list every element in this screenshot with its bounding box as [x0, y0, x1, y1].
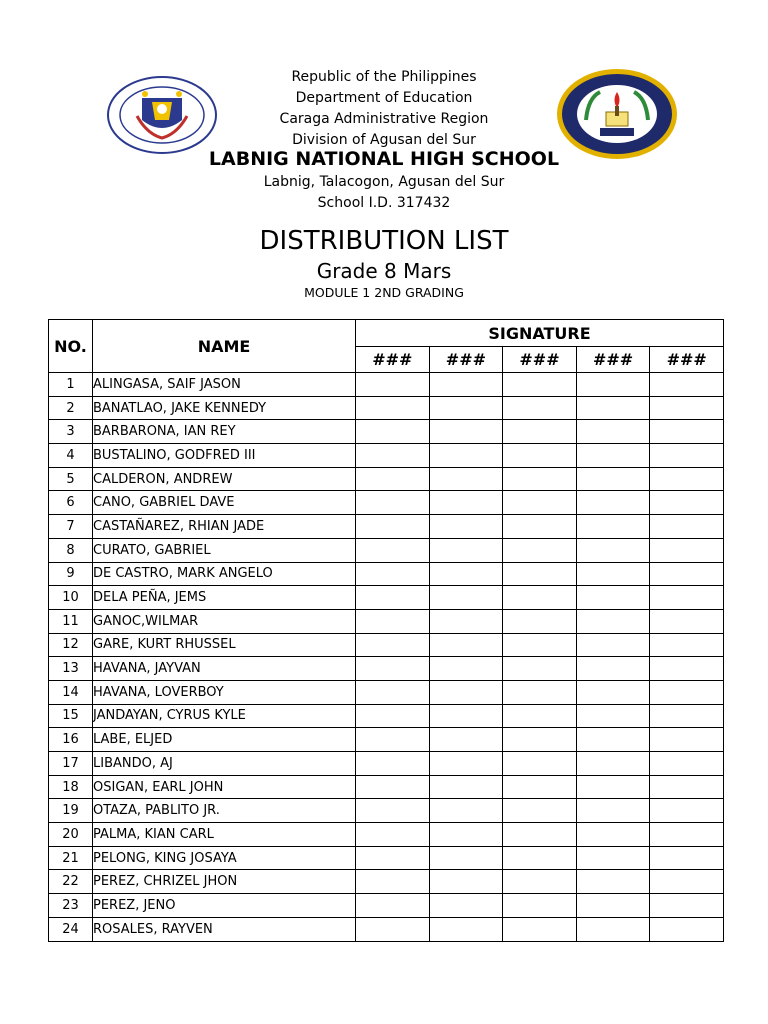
- student-number: 13: [49, 657, 93, 681]
- signature-cell: [576, 562, 650, 586]
- student-name: CASTAÑAREZ, RHIAN JADE: [93, 515, 356, 539]
- signature-cell: [576, 586, 650, 610]
- signature-cell: [356, 420, 430, 444]
- signature-cell: [576, 704, 650, 728]
- signature-cell: [576, 870, 650, 894]
- signature-cell: [650, 444, 724, 468]
- distribution-table: [48, 319, 724, 942]
- signature-cell: [576, 609, 650, 633]
- table-row: [49, 894, 724, 918]
- table-row: [49, 752, 724, 776]
- student-number: 10: [49, 586, 93, 610]
- signature-cell: [503, 870, 577, 894]
- table-row: [49, 657, 724, 681]
- signature-cell: [576, 775, 650, 799]
- student-name: OSIGAN, EARL JOHN: [93, 775, 356, 799]
- signature-cell: [429, 870, 503, 894]
- signature-cell: [503, 467, 577, 491]
- table-row: [49, 823, 724, 847]
- table-row: [49, 444, 724, 468]
- table-row: [49, 775, 724, 799]
- signature-cell: [356, 894, 430, 918]
- signature-cell: [503, 633, 577, 657]
- signature-cell: [356, 657, 430, 681]
- student-number: 12: [49, 633, 93, 657]
- signature-cell: [650, 799, 724, 823]
- signature-cell: [356, 562, 430, 586]
- student-name: CALDERON, ANDREW: [93, 467, 356, 491]
- signature-cell: [429, 752, 503, 776]
- signature-cell: [356, 491, 430, 515]
- signature-cell: [503, 515, 577, 539]
- signature-cell: [650, 680, 724, 704]
- signature-cell: [650, 562, 724, 586]
- signature-cell: [650, 420, 724, 444]
- signature-cell: [356, 680, 430, 704]
- signature-cell: [356, 633, 430, 657]
- table-row: [49, 609, 724, 633]
- class-section: Grade 8 Mars: [316, 259, 452, 283]
- student-number: 16: [49, 728, 93, 752]
- division-line: Division of Agusan del Sur: [292, 132, 476, 148]
- table-row: [49, 799, 724, 823]
- student-name: PEREZ, JENO: [93, 894, 356, 918]
- student-name: PALMA, KIAN CARL: [93, 823, 356, 847]
- student-number: 6: [49, 491, 93, 515]
- student-name: JANDAYAN, CYRUS KYLE: [93, 704, 356, 728]
- signature-cell: [503, 491, 577, 515]
- signature-cell: [356, 609, 430, 633]
- student-number: 22: [49, 870, 93, 894]
- signature-cell: [576, 396, 650, 420]
- signature-date-header: ###: [429, 347, 503, 373]
- signature-cell: [503, 799, 577, 823]
- signature-cell: [503, 752, 577, 776]
- signature-cell: [650, 467, 724, 491]
- table-row: [49, 586, 724, 610]
- school-name: LABNIG NATIONAL HIGH SCHOOL: [208, 148, 560, 170]
- student-number: 9: [49, 562, 93, 586]
- student-number: 14: [49, 680, 93, 704]
- signature-cell: [503, 586, 577, 610]
- signature-cell: [429, 846, 503, 870]
- signature-cell: [576, 799, 650, 823]
- student-number: 7: [49, 515, 93, 539]
- signature-cell: [576, 680, 650, 704]
- signature-cell: [576, 823, 650, 847]
- signature-cell: [429, 917, 503, 941]
- signature-cell: [429, 799, 503, 823]
- signature-date-header: ###: [356, 347, 430, 373]
- signature-cell: [356, 373, 430, 397]
- signature-cell: [356, 775, 430, 799]
- signature-cell: [429, 491, 503, 515]
- signature-cell: [356, 467, 430, 491]
- signature-cell: [503, 420, 577, 444]
- table-row: [49, 728, 724, 752]
- signature-cell: [650, 752, 724, 776]
- student-name: GARE, KURT RHUSSEL: [93, 633, 356, 657]
- signature-cell: [503, 894, 577, 918]
- signature-cell: [356, 870, 430, 894]
- signature-cell: [356, 444, 430, 468]
- student-name: BARBARONA, IAN REY: [93, 420, 356, 444]
- signature-cell: [503, 823, 577, 847]
- col-header-no: NO.: [49, 320, 93, 373]
- signature-cell: [650, 657, 724, 681]
- student-number: 24: [49, 917, 93, 941]
- student-number: 21: [49, 846, 93, 870]
- signature-cell: [503, 396, 577, 420]
- signature-cell: [576, 657, 650, 681]
- signature-cell: [429, 609, 503, 633]
- student-name: PELONG, KING JOSAYA: [93, 846, 356, 870]
- republic-line: Republic of the Philippines: [291, 69, 477, 85]
- signature-cell: [429, 775, 503, 799]
- signature-cell: [503, 562, 577, 586]
- signature-cell: [650, 609, 724, 633]
- signature-cell: [650, 894, 724, 918]
- student-name: ALINGASA, SAIF JASON: [93, 373, 356, 397]
- student-number: 15: [49, 704, 93, 728]
- table-row: [49, 704, 724, 728]
- module-label: MODULE 1 2ND GRADING: [304, 285, 464, 300]
- signature-cell: [503, 538, 577, 562]
- student-name: BANATLAO, JAKE KENNEDY: [93, 396, 356, 420]
- student-name: LIBANDO, AJ: [93, 752, 356, 776]
- col-header-signature: SIGNATURE: [356, 320, 724, 347]
- student-name: LABE, ELJED: [93, 728, 356, 752]
- table-row: [49, 467, 724, 491]
- signature-cell: [429, 373, 503, 397]
- signature-date-header: ###: [650, 347, 724, 373]
- signature-cell: [503, 373, 577, 397]
- signature-cell: [576, 373, 650, 397]
- school-id: School I.D. 317432: [317, 195, 451, 211]
- table-row: [49, 917, 724, 941]
- student-number: 11: [49, 609, 93, 633]
- signature-cell: [650, 728, 724, 752]
- student-number: 1: [49, 373, 93, 397]
- document-title: DISTRIBUTION LIST: [259, 226, 509, 256]
- student-name: GANOC,WILMAR: [93, 609, 356, 633]
- table-row: [49, 562, 724, 586]
- student-name: DELA PEÑA, JEMS: [93, 586, 356, 610]
- student-name: HAVANA, LOVERBOY: [93, 680, 356, 704]
- signature-cell: [356, 917, 430, 941]
- signature-cell: [429, 420, 503, 444]
- signature-cell: [576, 752, 650, 776]
- table-row: [49, 870, 724, 894]
- signature-cell: [650, 373, 724, 397]
- student-name: CURATO, GABRIEL: [93, 538, 356, 562]
- signature-cell: [503, 846, 577, 870]
- student-number: 19: [49, 799, 93, 823]
- signature-cell: [356, 823, 430, 847]
- col-header-name: NAME: [93, 320, 356, 373]
- signature-cell: [503, 704, 577, 728]
- signature-cell: [503, 728, 577, 752]
- student-name: HAVANA, JAYVAN: [93, 657, 356, 681]
- student-number: 23: [49, 894, 93, 918]
- signature-cell: [576, 467, 650, 491]
- table-row: [49, 420, 724, 444]
- signature-cell: [576, 420, 650, 444]
- table-row: [49, 396, 724, 420]
- student-name: BUSTALINO, GODFRED III: [93, 444, 356, 468]
- signature-cell: [429, 823, 503, 847]
- signature-cell: [429, 894, 503, 918]
- signature-cell: [650, 917, 724, 941]
- student-number: 4: [49, 444, 93, 468]
- signature-cell: [356, 704, 430, 728]
- signature-cell: [503, 775, 577, 799]
- signature-cell: [650, 491, 724, 515]
- signature-cell: [650, 846, 724, 870]
- signature-cell: [429, 657, 503, 681]
- signature-cell: [429, 704, 503, 728]
- signature-cell: [503, 609, 577, 633]
- table-row: [49, 633, 724, 657]
- region-line: Caraga Administrative Region: [279, 111, 489, 127]
- signature-cell: [429, 515, 503, 539]
- signature-cell: [356, 515, 430, 539]
- signature-date-header: ###: [503, 347, 577, 373]
- signature-cell: [576, 633, 650, 657]
- signature-cell: [356, 538, 430, 562]
- signature-cell: [356, 396, 430, 420]
- school-address: Labnig, Talacogon, Agusan del Sur: [263, 174, 505, 190]
- signature-cell: [650, 823, 724, 847]
- signature-cell: [429, 680, 503, 704]
- signature-cell: [429, 467, 503, 491]
- signature-cell: [503, 680, 577, 704]
- signature-cell: [429, 396, 503, 420]
- student-number: 5: [49, 467, 93, 491]
- signature-cell: [429, 562, 503, 586]
- department-line: Department of Education: [295, 90, 473, 106]
- signature-cell: [576, 444, 650, 468]
- student-name: OTAZA, PABLITO JR.: [93, 799, 356, 823]
- signature-cell: [356, 846, 430, 870]
- signature-cell: [650, 396, 724, 420]
- signature-cell: [650, 538, 724, 562]
- student-name: ROSALES, RAYVEN: [93, 917, 356, 941]
- signature-cell: [650, 515, 724, 539]
- signature-cell: [356, 728, 430, 752]
- signature-cell: [356, 586, 430, 610]
- student-name: PEREZ, CHRIZEL JHON: [93, 870, 356, 894]
- signature-cell: [650, 775, 724, 799]
- signature-cell: [429, 538, 503, 562]
- signature-cell: [576, 515, 650, 539]
- table-row: [49, 491, 724, 515]
- signature-cell: [503, 444, 577, 468]
- table-row: [49, 846, 724, 870]
- table-row: [49, 515, 724, 539]
- signature-cell: [429, 444, 503, 468]
- signature-cell: [576, 491, 650, 515]
- signature-cell: [576, 846, 650, 870]
- signature-cell: [576, 538, 650, 562]
- student-number: 2: [49, 396, 93, 420]
- signature-cell: [650, 633, 724, 657]
- student-name: DE CASTRO, MARK ANGELO: [93, 562, 356, 586]
- student-number: 20: [49, 823, 93, 847]
- signature-cell: [576, 894, 650, 918]
- signature-cell: [356, 752, 430, 776]
- table-row: [49, 373, 724, 397]
- signature-cell: [503, 657, 577, 681]
- signature-cell: [356, 799, 430, 823]
- student-number: 3: [49, 420, 93, 444]
- student-number: 8: [49, 538, 93, 562]
- table-row: [49, 538, 724, 562]
- student-number: 18: [49, 775, 93, 799]
- signature-cell: [650, 704, 724, 728]
- signature-cell: [429, 586, 503, 610]
- signature-cell: [650, 586, 724, 610]
- signature-date-header: ###: [576, 347, 650, 373]
- signature-cell: [576, 728, 650, 752]
- student-number: 17: [49, 752, 93, 776]
- signature-cell: [429, 728, 503, 752]
- signature-cell: [429, 633, 503, 657]
- signature-cell: [576, 917, 650, 941]
- signature-cell: [503, 917, 577, 941]
- student-name: CANO, GABRIEL DAVE: [93, 491, 356, 515]
- table-row: [49, 680, 724, 704]
- signature-cell: [650, 870, 724, 894]
